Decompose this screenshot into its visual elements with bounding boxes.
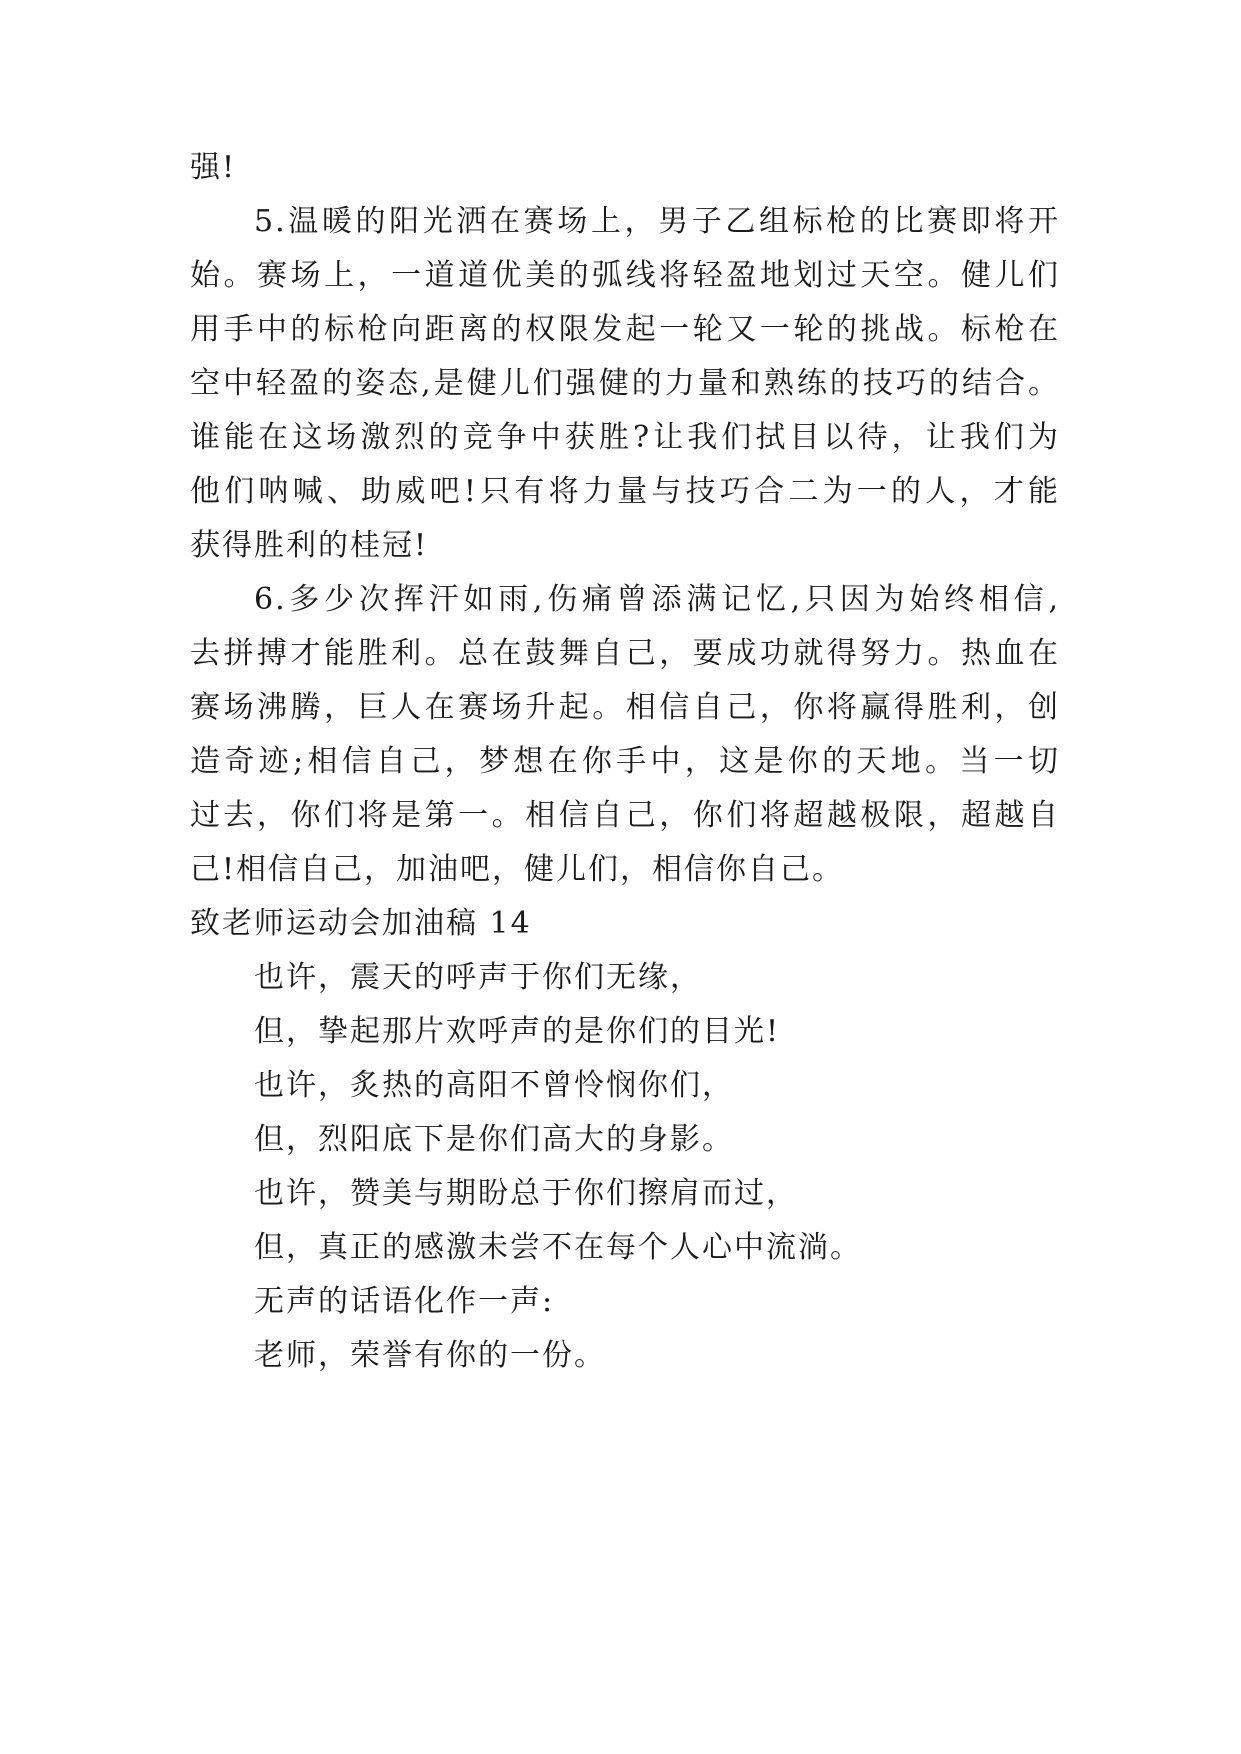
paragraph-line: 用手中的标枪向距离的权限发起一轮又一轮的挑战。标枪在 — [190, 312, 1060, 347]
poem-line: 但，挚起那片欢呼声的是你们的目光! — [254, 1014, 781, 1049]
paragraph-line: 始。赛场上，一道道优美的弧线将轻盈地划过天空。健儿们 — [190, 258, 1060, 293]
poem-line: 但，真正的感激未尝不在每个人心中流淌。 — [254, 1230, 862, 1265]
paragraph-line: 造奇迹;相信自己，梦想在你手中，这是你的天地。当一切 — [190, 744, 1060, 779]
poem-line: 也许，炙热的高阳不曾怜悯你们， — [254, 1068, 734, 1103]
paragraph-line: 他们呐喊、助威吧!只有将力量与技巧合二为一的人，才能 — [190, 474, 1060, 509]
paragraph-line: 己!相信自己，加油吧，健儿们，相信你自己。 — [190, 852, 845, 887]
paragraph-line: 空中轻盈的姿态,是健儿们强健的力量和熟练的技巧的结合。 — [190, 366, 1060, 401]
poem-line: 也许，震天的呼声于你们无缘， — [254, 960, 702, 995]
paragraph-line: 6.多少次挥汗如雨,伤痛曾添满记忆,只因为始终相信, — [254, 582, 1060, 617]
poem-line: 老师，荣誉有你的一份。 — [254, 1338, 606, 1373]
paragraph-line: 赛场沸腾，巨人在赛场升起。相信自己，你将赢得胜利，创 — [190, 690, 1060, 725]
paragraph-line: 强! — [190, 150, 237, 185]
paragraph-line: 获得胜利的桂冠! — [190, 528, 429, 563]
paragraph-line: 去拼搏才能胜利。总在鼓舞自己，要成功就得努力。热血在 — [190, 636, 1060, 671]
poem-line: 但，烈阳底下是你们高大的身影。 — [254, 1122, 734, 1157]
section-heading: 致老师运动会加油稿 14 — [190, 906, 532, 941]
poem-line: 无声的话语化作一声: — [254, 1284, 555, 1319]
paragraph-line: 谁能在这场激烈的竞争中获胜?让我们拭目以待，让我们为 — [190, 420, 1060, 455]
paragraph-line: 5.温暖的阳光洒在赛场上，男子乙组标枪的比赛即将开 — [254, 204, 1060, 239]
paragraph-line: 过去，你们将是第一。相信自己，你们将超越极限，超越自 — [190, 798, 1060, 833]
poem-line: 也许，赞美与期盼总于你们擦肩而过， — [254, 1176, 798, 1211]
